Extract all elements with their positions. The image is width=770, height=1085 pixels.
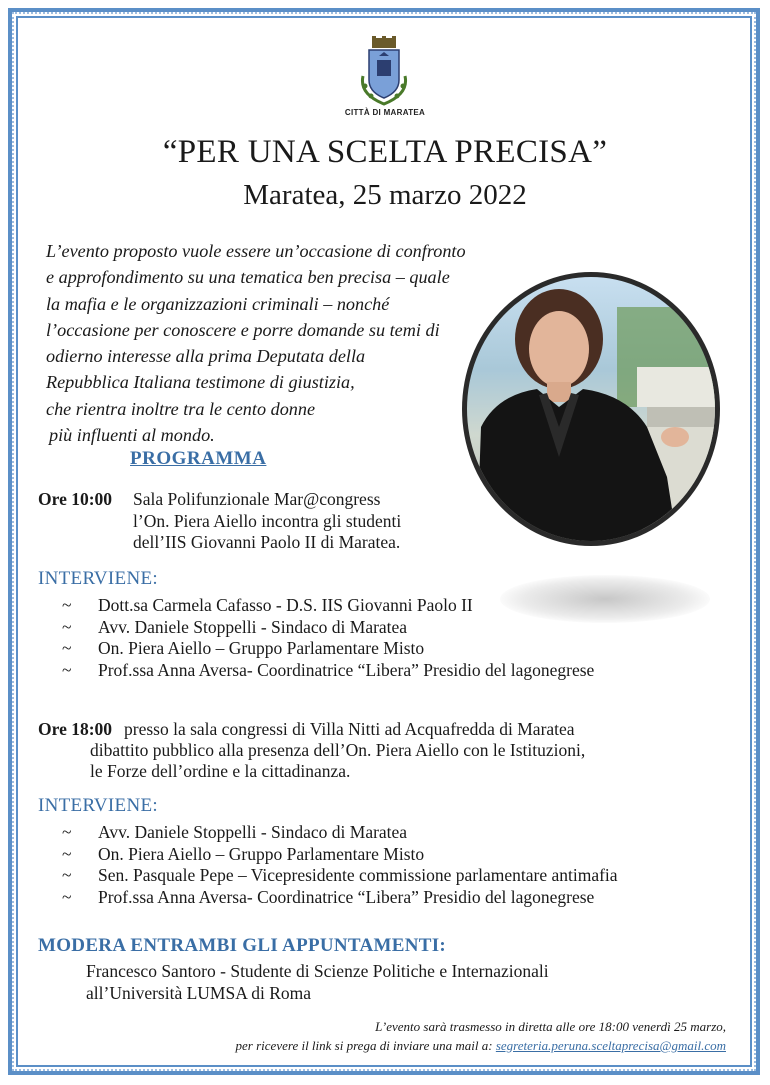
contact-email-link[interactable]: segreteria.peruna.sceltaprecisa@gmail.com <box>495 1038 726 1053</box>
intro-line: che rientra inoltre tra le cento donne <box>46 398 316 419</box>
city-name: CITTÀ DI MARATEA <box>344 108 426 117</box>
moderator-line: all’Università LUMSA di Roma <box>86 983 312 1003</box>
morning-line: dell’IIS Giovanni Paolo II di Maratea. <box>133 532 401 552</box>
intro-line: Repubblica Italiana testimone di giustizia, <box>46 372 355 393</box>
evening-line: presso la sala congressi di Villa Nitti ad Acquafredda di Maratea <box>124 719 575 739</box>
speaker-item: ~ Sen. Pasquale Pepe – Vicepresidente commissione parlamentare antimafia <box>62 865 618 887</box>
morning-line: l’On. Piera Aiello incontra gli studenti <box>133 510 402 531</box>
speaker-item: ~ Dott.sa Carmela Cafasso - D.S. IIS Giovanni Paolo II <box>62 595 594 617</box>
event-title: “PER UNA SCELTA PRECISA” <box>162 134 608 170</box>
programma-heading: PROGRAMMA <box>130 448 267 469</box>
intro-line: e approfondimento su una tematica ben precisa – quale <box>46 267 450 288</box>
footer-email-prefix: per ricevere il link si prega di inviare una mail a: <box>235 1038 496 1053</box>
speaker-item: ~ Prof.ssa Anna Aversa- Coordinatrice “Libera” Presidio del lagonegrese <box>62 660 594 682</box>
speaker-item: ~ Prof.ssa Anna Aversa- Coordinatrice “Libera” Presidio del lagonegrese <box>62 887 618 909</box>
morning-speakers-list <box>62 595 594 681</box>
evening-interviene-heading: INTERVIENE: <box>38 795 158 816</box>
moderator-heading: MODERA ENTRAMBI GLI APPUNTAMENTI: <box>38 935 447 956</box>
morning-interviene-heading: INTERVIENE: <box>38 568 158 589</box>
evening-line: le Forze dell’ordine e la cittadinanza. <box>90 761 351 781</box>
intro-line: L’evento proposto vuole essere un’occasione di confronto <box>46 241 466 261</box>
intro-line: la mafia e le organizzazioni criminali – nonché <box>46 293 390 314</box>
city-crest-icon <box>355 36 413 108</box>
intro-line: l’occasione per conoscere e porre domande su temi di <box>46 319 440 340</box>
evening-speakers-list <box>62 822 618 908</box>
portrait-photo <box>462 272 720 546</box>
intro-line: più influenti al mondo. <box>49 425 215 446</box>
speaker-item: ~ Avv. Daniele Stoppelli - Sindaco di Maratea <box>62 617 594 639</box>
event-date: Maratea, 25 marzo 2022 <box>243 179 527 211</box>
footer-email-note <box>236 1036 726 1055</box>
morning-description <box>133 489 401 554</box>
intro-line: odierno interesse alla prima Deputata della <box>46 346 366 367</box>
speaker-item: ~ On. Piera Aiello – Gruppo Parlamentare Misto <box>62 844 618 866</box>
speaker-item: ~ On. Piera Aiello – Gruppo Parlamentare Misto <box>62 638 594 660</box>
intro-text <box>46 238 526 448</box>
footer-broadcast-note: L’evento sarà trasmesso in diretta alle ore 18:00 venerdì 25 marzo, <box>375 1019 726 1034</box>
portrait-illustration <box>467 277 715 541</box>
evening-line: dibattito pubblico alla presenza dell’On. Piera Aiello con le Istituzioni, <box>90 740 586 760</box>
evening-time: Ore 18:00 <box>38 719 113 739</box>
morning-time: Ore 10:00 <box>38 489 113 509</box>
speaker-item: ~ Avv. Daniele Stoppelli - Sindaco di Maratea <box>62 822 618 844</box>
moderator-line: Francesco Santoro - Studente di Scienze Politiche e Internazionali <box>86 961 549 981</box>
morning-line: Sala Polifunzionale Mar@congress <box>133 489 381 509</box>
